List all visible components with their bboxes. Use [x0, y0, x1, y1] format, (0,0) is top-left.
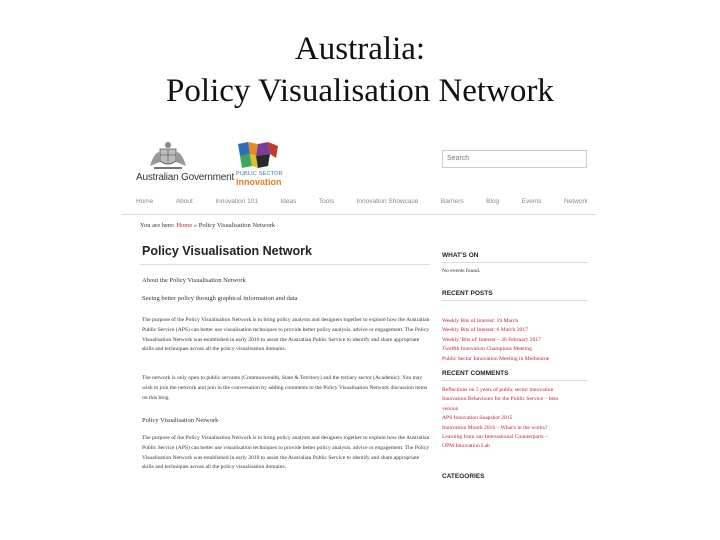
nav-item-about[interactable]: About — [175, 198, 193, 205]
body-paragraph: The purpose of the Policy Visualisation Network is to bring policy analysts and designers together to explore how the Australian Public Service (APS) can better use visualisation techniques to provide better policy analysis, advice or engagement. The Policy Visualisation Network was established in early 2010 to assist the Australian Public Service to identify and share appropriate skills and techniques across all the policy visualisation domains. — [142, 435, 430, 471]
coat-of-arms-icon — [146, 140, 190, 174]
nav-item-tools[interactable]: Tools — [318, 198, 335, 205]
nav-item-ideas[interactable]: Ideas — [280, 198, 297, 205]
nav-item-innovation-showcase[interactable]: Innovation Showcase — [356, 198, 419, 205]
government-name: Australian Government — [136, 172, 235, 183]
divider — [442, 300, 588, 301]
psi-innovation-label: innovation — [236, 177, 282, 187]
body-paragraph: The network is only open to public servants (Commonwealth, State & Territory) and the tertiary sector (Academic). You may wish to join the network and join in the conversation by adding comments to the Policy Visualisation Network discussion items on this blog. — [142, 375, 428, 401]
subheading: Seeing better policy through graphical information and data — [142, 295, 298, 302]
recent-post-link[interactable]: Twelfth Innovation Champions Meeting — [442, 346, 532, 353]
nav-item-home[interactable]: Home — [136, 198, 154, 205]
body-paragraph: The purpose of the Policy Visualisation Network is to bring policy analysts and designers together to explore how the Australian Public Service (APS) can better use visualisation techniques to provide better policy analysis, advice or engagement. The Policy Visualisation Network was established in early 2010 to assist the Australian Public Service to identify and share appropriate skills and techniques across all the policy visualisation domains. — [142, 317, 430, 353]
recent-posts-list — [442, 317, 592, 364]
website-screenshot — [118, 130, 600, 490]
recent-post-link[interactable]: Weekly Bits of Interest: 19 March — [442, 318, 519, 324]
whats-on-heading: WHAT'S ON — [442, 252, 479, 259]
divider — [140, 264, 430, 265]
recent-comment-link[interactable]: Learning from our International Counterparts – — [442, 434, 548, 441]
nav-item-blog[interactable]: Blog — [486, 198, 500, 205]
recent-comment-link[interactable]: version — [442, 405, 459, 412]
nav-item-network[interactable]: Network — [564, 198, 588, 205]
categories-heading: CATEGORIES — [442, 473, 485, 480]
slide-title-line1: Australia: — [294, 31, 426, 67]
breadcrumb-separator: » — [193, 222, 198, 229]
recent-post-link[interactable]: Public Sector Innovation Meeting in Melbourne — [442, 355, 550, 362]
divider — [122, 214, 596, 215]
nav-item-events[interactable]: Events — [521, 198, 542, 205]
recent-comments-list — [442, 386, 592, 452]
psi-label: PUBLIC SECTOR — [236, 171, 283, 177]
recent-post-link[interactable]: Weekly 'Bits of' Interest – 26 February 2017 — [442, 336, 541, 343]
breadcrumb-prefix: You are here: — [140, 222, 175, 229]
recent-post-link[interactable]: Weekly Bits of Interest: 6 March 2017 — [442, 327, 528, 334]
recent-posts-heading: RECENT POSTS — [442, 290, 493, 297]
recent-comment-link[interactable]: APS Innovation Snapshot 2015 — [442, 415, 513, 422]
recent-comment-link[interactable]: Reflections on 5 years of public sector innovation — [442, 387, 554, 393]
recent-comment-link[interactable]: Innovation Month 2016 – What's in the works? — [442, 424, 548, 431]
about-heading: About the Policy Visualisation Network — [142, 277, 246, 284]
nav-item-barriers[interactable]: Barriers — [440, 198, 464, 205]
page-title: Policy Visualisation Network — [142, 244, 312, 258]
psi-logo-icon — [236, 140, 280, 170]
recent-comment-link[interactable]: Innovation Behaviours for the Public Service – beta — [442, 396, 559, 403]
search-input[interactable]: Search — [442, 150, 587, 168]
breadcrumb-home-link[interactable]: Home — [176, 222, 193, 229]
nav-item-innovation-101[interactable]: Innovation 101 — [215, 198, 258, 205]
divider — [442, 262, 588, 263]
slide-title-line2: Policy Visualisation Network — [166, 73, 554, 109]
main-nav — [136, 198, 588, 212]
breadcrumb — [140, 222, 275, 229]
recent-comments-heading: RECENT COMMENTS — [442, 370, 509, 377]
section-heading: Policy Visualisation Network — [142, 417, 219, 424]
divider — [442, 380, 588, 381]
recent-comment-link[interactable]: OPM Innovation Lab — [442, 443, 490, 450]
breadcrumb-current: Policy Visualisation Network — [198, 222, 276, 229]
no-events-text: No events found. — [442, 268, 481, 274]
